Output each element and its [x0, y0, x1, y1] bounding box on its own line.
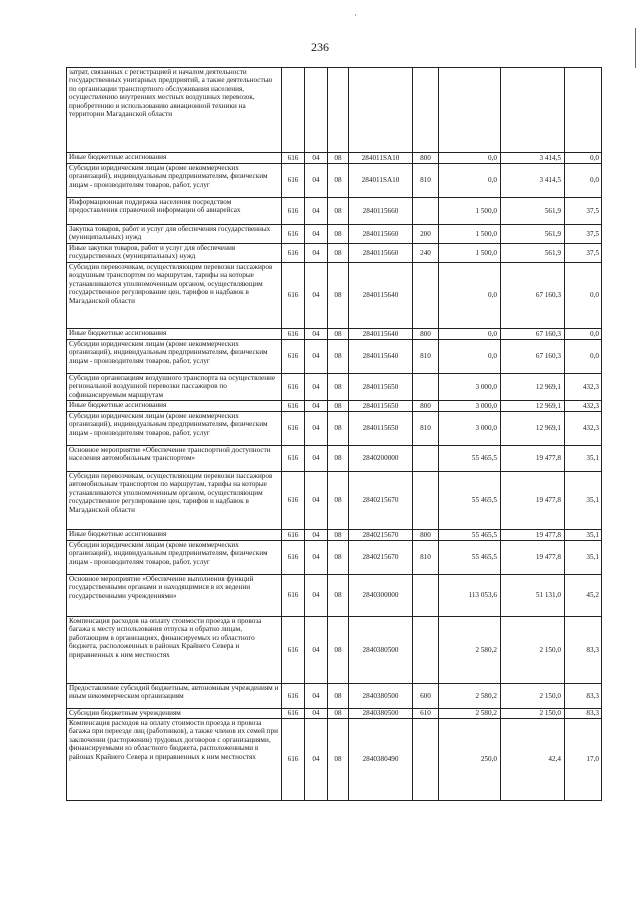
row-amount-planned: 2 580,2 [439, 617, 501, 684]
row-section: 04 [305, 198, 328, 225]
row-percent: 37,5 [565, 198, 602, 225]
row-section: 04 [305, 164, 328, 198]
row-expense-type: 800 [413, 530, 439, 541]
table-row [67, 530, 602, 541]
row-amount-planned [439, 68, 501, 153]
row-section: 04 [305, 446, 328, 472]
row-expense-type: 800 [413, 153, 439, 164]
row-description: Субсидии бюджетным учреждениям [67, 709, 282, 719]
row-description: Иные бюджетные ассигнования [67, 329, 282, 340]
row-amount-planned: 0,0 [439, 164, 501, 198]
budget-table-body [67, 68, 602, 801]
table-row [67, 244, 602, 263]
row-description: Субсидии юридическим лицам (кроме некоммерческих организаций), индивидуальным предпринимателям, физическим лицам - производителям товаров, работ, услуг [67, 541, 282, 575]
row-expense-type [413, 472, 439, 530]
row-target-item: 284011SA10 [349, 164, 413, 198]
row-code: 616 [282, 617, 305, 684]
row-section: 04 [305, 684, 328, 709]
table-row [67, 684, 602, 709]
row-section: 04 [305, 340, 328, 374]
row-expense-type: 810 [413, 340, 439, 374]
row-subsection: 08 [328, 575, 349, 617]
row-description: Субсидии юридическим лицам (кроме некоммерческих организаций), индивидуальным предпринимателям, физическим лицам - производителям товаров, работ, услуг [67, 164, 282, 198]
row-percent: 432,3 [565, 374, 602, 401]
row-amount-planned: 0,0 [439, 153, 501, 164]
budget-table [66, 67, 602, 801]
row-description: Субсидии юридическим лицам (кроме некоммерческих организаций), индивидуальным предпринимателям, физическим лицам - производителям товаров, работ, услуг [67, 340, 282, 374]
row-code: 616 [282, 198, 305, 225]
row-target-item: 2840380490 [349, 719, 413, 801]
row-section: 04 [305, 472, 328, 530]
row-expense-type: 810 [413, 541, 439, 575]
row-subsection: 08 [328, 401, 349, 412]
row-amount-planned: 55 465,5 [439, 541, 501, 575]
row-code: 616 [282, 225, 305, 244]
row-amount-planned: 0,0 [439, 263, 501, 329]
row-amount-executed: 2 150,0 [501, 684, 565, 709]
table-row [67, 412, 602, 446]
row-percent: 432,3 [565, 412, 602, 446]
row-amount-executed: 12 969,1 [501, 401, 565, 412]
page-number: 236 [311, 40, 329, 54]
row-target-item: 2840115640 [349, 340, 413, 374]
row-section: 04 [305, 719, 328, 801]
row-subsection: 08 [328, 244, 349, 263]
table-row [67, 68, 602, 153]
row-percent: 17,0 [565, 719, 602, 801]
row-amount-planned: 113 053,6 [439, 575, 501, 617]
row-amount-executed: 12 969,1 [501, 412, 565, 446]
row-amount-planned: 0,0 [439, 329, 501, 340]
row-percent: 0,0 [565, 263, 602, 329]
table-row [67, 617, 602, 684]
row-description: Субсидии юридическим лицам (кроме некоммерческих организаций), индивидуальным предпринимателям, физическим лицам - производителям товаров, работ, услуг [67, 412, 282, 446]
row-target-item: 2840115640 [349, 329, 413, 340]
row-section: 04 [305, 541, 328, 575]
row-target-item [349, 68, 413, 153]
row-subsection: 08 [328, 164, 349, 198]
row-target-item: 2840115660 [349, 198, 413, 225]
row-description: Иные бюджетные ассигнования [67, 530, 282, 541]
row-section: 04 [305, 225, 328, 244]
table-row [67, 340, 602, 374]
row-percent: 0,0 [565, 164, 602, 198]
row-description: Иные бюджетные ассигнования [67, 401, 282, 412]
row-code: 616 [282, 472, 305, 530]
row-expense-type: 200 [413, 225, 439, 244]
row-subsection: 08 [328, 617, 349, 684]
row-percent: 35,1 [565, 472, 602, 530]
row-amount-planned: 3 000,0 [439, 374, 501, 401]
row-expense-type [413, 617, 439, 684]
row-section: 04 [305, 575, 328, 617]
row-expense-type: 610 [413, 709, 439, 719]
table-row [67, 329, 602, 340]
row-amount-planned: 55 465,5 [439, 472, 501, 530]
row-target-item: 2840380500 [349, 709, 413, 719]
row-target-item: 2840115660 [349, 225, 413, 244]
budget-table-container [66, 67, 601, 801]
row-amount-executed: 2 150,0 [501, 709, 565, 719]
row-amount-executed: 2 150,0 [501, 617, 565, 684]
row-expense-type: 800 [413, 401, 439, 412]
table-row [67, 164, 602, 198]
row-description: Субсидии организациям воздушного транспорта на осуществление региональной воздушной перевозки пассажиров по софинансируемым маршрутам [67, 374, 282, 401]
row-subsection: 08 [328, 412, 349, 446]
row-percent: 83,3 [565, 709, 602, 719]
table-row [67, 374, 602, 401]
row-section: 04 [305, 530, 328, 541]
row-expense-type: 600 [413, 684, 439, 709]
row-amount-planned: 2 580,2 [439, 684, 501, 709]
row-section: 04 [305, 329, 328, 340]
row-code: 616 [282, 530, 305, 541]
row-subsection: 08 [328, 709, 349, 719]
row-amount-executed: 51 131,0 [501, 575, 565, 617]
row-subsection: 08 [328, 340, 349, 374]
row-section: 04 [305, 263, 328, 329]
row-description: Субсидии перевозчикам, осуществляющим перевозки пассажиров автомобильным транспортом по маршрутам, тарифы на которые устанавливаются уполномоченным органом, осуществляющим государственное регулирование цен, тарифов и надбавок в Магаданской области [67, 472, 282, 530]
row-section [305, 68, 328, 153]
row-description: Иные закупки товаров, работ и услуг для обеспечения государственных (муниципальных) нужд [67, 244, 282, 263]
table-row [67, 575, 602, 617]
table-row [67, 263, 602, 329]
row-amount-executed: 42,4 [501, 719, 565, 801]
row-code: 616 [282, 164, 305, 198]
row-amount-planned: 55 465,5 [439, 446, 501, 472]
row-code: 616 [282, 153, 305, 164]
row-subsection: 08 [328, 530, 349, 541]
row-expense-type: 240 [413, 244, 439, 263]
row-percent: 0,0 [565, 329, 602, 340]
row-expense-type [413, 68, 439, 153]
row-section: 04 [305, 374, 328, 401]
row-code: 616 [282, 263, 305, 329]
row-section: 04 [305, 153, 328, 164]
row-expense-type [413, 719, 439, 801]
scan-speck: · [354, 10, 357, 20]
row-code: 616 [282, 719, 305, 801]
row-description: Субсидии перевозчикам, осуществляющим перевозки пассажиров воздушным транспортом по маршрутам, тарифы на которые устанавливаются уполномоченным органом, осуществляющим государственное регулирование цен, тарифов и надбавок в Магаданской области [67, 263, 282, 329]
row-code: 616 [282, 329, 305, 340]
row-percent: 45,2 [565, 575, 602, 617]
row-amount-planned: 1 500,0 [439, 198, 501, 225]
row-amount-executed: 19 477,8 [501, 446, 565, 472]
row-subsection: 08 [328, 446, 349, 472]
row-section: 04 [305, 401, 328, 412]
row-target-item: 2840200000 [349, 446, 413, 472]
row-percent: 432,3 [565, 401, 602, 412]
row-amount-planned: 55 465,5 [439, 530, 501, 541]
row-amount-planned: 1 500,0 [439, 244, 501, 263]
table-row [67, 225, 602, 244]
row-section: 04 [305, 412, 328, 446]
row-subsection: 08 [328, 719, 349, 801]
row-percent [565, 68, 602, 153]
row-subsection [328, 68, 349, 153]
row-target-item: 2840215670 [349, 530, 413, 541]
table-row [67, 709, 602, 719]
row-subsection: 08 [328, 472, 349, 530]
row-subsection: 08 [328, 329, 349, 340]
row-percent: 83,3 [565, 684, 602, 709]
row-subsection: 08 [328, 374, 349, 401]
row-amount-executed: 67 160,3 [501, 340, 565, 374]
row-code: 616 [282, 709, 305, 719]
scan-edge-mark [635, 28, 636, 68]
row-percent: 83,3 [565, 617, 602, 684]
row-amount-planned: 3 000,0 [439, 401, 501, 412]
row-percent: 0,0 [565, 153, 602, 164]
row-subsection: 08 [328, 541, 349, 575]
row-expense-type: 800 [413, 329, 439, 340]
row-percent: 35,1 [565, 530, 602, 541]
table-row [67, 719, 602, 801]
row-amount-executed: 67 160,3 [501, 263, 565, 329]
row-description: Информационная поддержка населения посредством предоставления справочной информации об авиарейсах [67, 198, 282, 225]
row-amount-executed: 19 477,8 [501, 541, 565, 575]
row-target-item: 2840380500 [349, 684, 413, 709]
table-row [67, 446, 602, 472]
row-section: 04 [305, 617, 328, 684]
row-amount-executed: 561,9 [501, 198, 565, 225]
row-amount-planned: 0,0 [439, 340, 501, 374]
row-target-item: 284011SA10 [349, 153, 413, 164]
table-row [67, 401, 602, 412]
row-amount-executed: 19 477,8 [501, 472, 565, 530]
row-code: 616 [282, 684, 305, 709]
row-description: Основное мероприятие «Обеспечение выполнения функций государственными органами и находящимися в их ведении государственными учреждениями» [67, 575, 282, 617]
row-target-item: 2840115650 [349, 374, 413, 401]
row-amount-executed: 561,9 [501, 225, 565, 244]
row-expense-type [413, 575, 439, 617]
row-code: 616 [282, 412, 305, 446]
row-amount-planned: 3 000,0 [439, 412, 501, 446]
row-description: Компенсация расходов на оплату стоимости проезда и провоза багажа к месту использования отпуска и обратно лицам, работающим в организациях, финансируемых из областного бюджета, расположенных в районах Крайнего Севера и приравненных к ним местностях [67, 617, 282, 684]
row-section: 04 [305, 244, 328, 263]
row-description: Основное мероприятие «Обеспечение транспортной доступности населения автомобильным транспортом» [67, 446, 282, 472]
row-expense-type: 810 [413, 164, 439, 198]
row-code: 616 [282, 575, 305, 617]
row-subsection: 08 [328, 684, 349, 709]
row-code: 616 [282, 340, 305, 374]
row-percent: 37,5 [565, 225, 602, 244]
row-code: 616 [282, 374, 305, 401]
row-subsection: 08 [328, 225, 349, 244]
row-amount-executed: 3 414,5 [501, 164, 565, 198]
row-percent: 0,0 [565, 340, 602, 374]
row-description: Компенсация расходов на оплату стоимости проезда и провоза багажа при переезде лиц (работников), а также членов их семей при заключении (расторжении) трудовых договоров с организациями, финансируемыми из областного бюджета, расположенными в районах Крайнего Севера и приравненных к ним местностях [67, 719, 282, 801]
row-percent: 35,1 [565, 446, 602, 472]
table-row [67, 541, 602, 575]
row-code: 616 [282, 244, 305, 263]
row-target-item: 2840115660 [349, 244, 413, 263]
row-target-item: 2840215670 [349, 541, 413, 575]
row-code: 616 [282, 401, 305, 412]
row-amount-planned: 1 500,0 [439, 225, 501, 244]
row-code: 616 [282, 541, 305, 575]
row-description: затрат, связанных с регистрацией и началом деятельности государственных унитарных предприятий, а также деятельностью по организации транспортного обслуживания населения, осуществлению внутренних местных воздушных перевозок, приобретению и использованию авиационной техники на территории Магаданской области [67, 68, 282, 153]
table-row [67, 153, 602, 164]
table-row [67, 472, 602, 530]
row-expense-type: 810 [413, 412, 439, 446]
row-expense-type [413, 446, 439, 472]
row-amount-executed: 67 160,3 [501, 329, 565, 340]
row-subsection: 08 [328, 153, 349, 164]
row-amount-executed: 19 477,8 [501, 530, 565, 541]
row-description: Предоставление субсидий бюджетным, автономным учреждениям и иным некоммерческим организациям [67, 684, 282, 709]
row-amount-executed: 561,9 [501, 244, 565, 263]
row-target-item: 2840115650 [349, 401, 413, 412]
row-subsection: 08 [328, 263, 349, 329]
table-row [67, 198, 602, 225]
row-section: 04 [305, 709, 328, 719]
row-amount-planned: 2 580,2 [439, 709, 501, 719]
row-expense-type [413, 263, 439, 329]
row-description: Закупка товаров, работ и услуг для обеспечения государственных (муниципальных) нужд [67, 225, 282, 244]
row-percent: 35,1 [565, 541, 602, 575]
row-percent: 37,5 [565, 244, 602, 263]
row-target-item: 2840115650 [349, 412, 413, 446]
row-target-item: 2840215670 [349, 472, 413, 530]
row-expense-type [413, 198, 439, 225]
row-amount-executed: 12 969,1 [501, 374, 565, 401]
row-description: Иные бюджетные ассигнования [67, 153, 282, 164]
row-expense-type [413, 374, 439, 401]
row-amount-executed: 3 414,5 [501, 153, 565, 164]
row-amount-executed [501, 68, 565, 153]
row-code [282, 68, 305, 153]
row-amount-planned: 250,0 [439, 719, 501, 801]
row-target-item: 2840380500 [349, 617, 413, 684]
row-target-item: 2840115640 [349, 263, 413, 329]
row-code: 616 [282, 446, 305, 472]
row-subsection: 08 [328, 198, 349, 225]
row-target-item: 2840300000 [349, 575, 413, 617]
